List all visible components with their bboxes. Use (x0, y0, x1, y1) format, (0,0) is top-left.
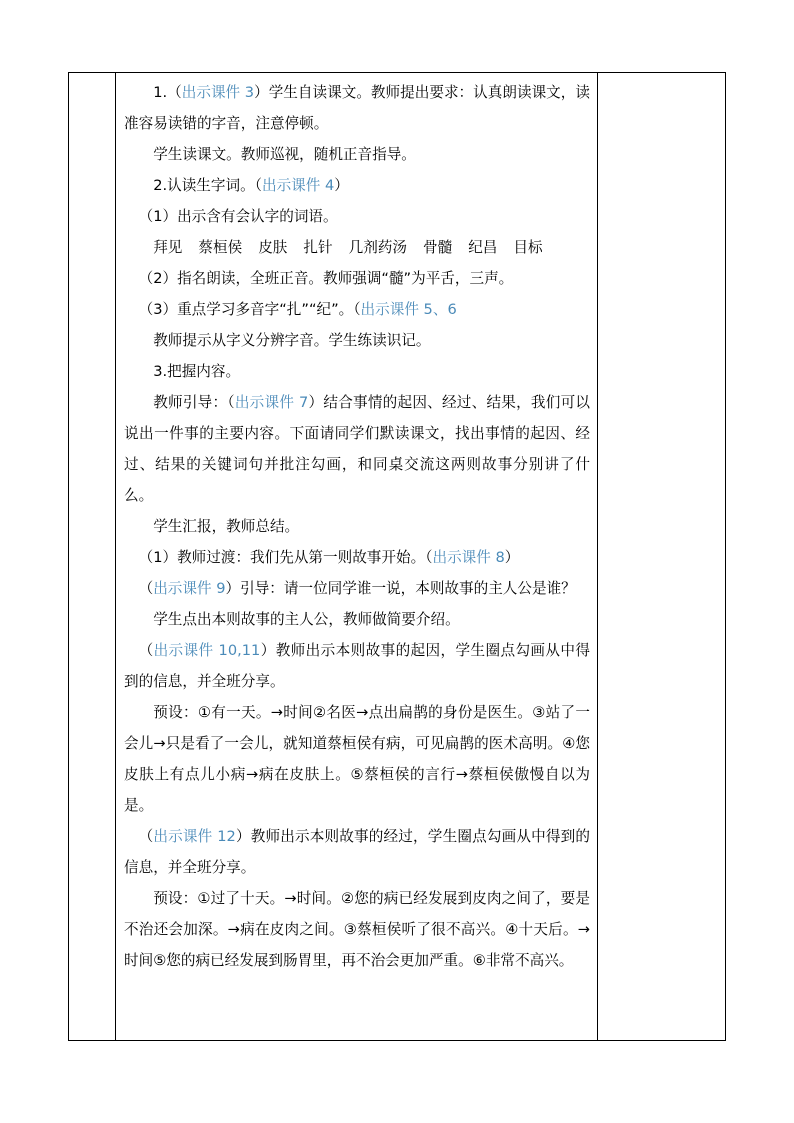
lesson-content-cell (116, 73, 597, 976)
vocab-word: 蔡桓侯 (198, 239, 243, 256)
paragraph-4: （1）出示含有会认字的词语。 (138, 208, 338, 225)
paragraph-8: 3.把握内容。 (153, 363, 241, 380)
vocab-word: 骨髓 (422, 239, 453, 256)
courseware-ref-9: 出示课件 9 (153, 580, 226, 597)
vocab-word: 几剂药汤 (348, 239, 407, 256)
vocab-list (124, 232, 590, 263)
paragraph-5: （2）指名朗读，全班正音。教师强调“髓”为平舌，三声。 (138, 270, 514, 287)
vocab-word: 纪昌 (468, 239, 498, 256)
table-column-divider-right (597, 73, 598, 1040)
paragraph-10: 学生汇报，教师总结。 (153, 518, 300, 535)
vocab-word: 扎针 (303, 239, 333, 256)
vocab-word: 目标 (513, 239, 543, 256)
courseware-ref-3: 出示课件 3 (181, 84, 255, 101)
courseware-ref-10-11: 出示课件 10,11 (153, 642, 261, 659)
paragraph-14: （出示课件 10,11）教师出示本则故事的起因，学生圈点勾画从中得到的信息，并全班分享。 (124, 642, 590, 690)
courseware-ref-4: 出示课件 4 (261, 177, 335, 194)
vocab-word: 皮肤 (258, 239, 288, 256)
paragraph-13: 学生点出本则故事的主人公，教师做简要介绍。 (153, 611, 460, 628)
paragraph-9: 教师引导：（出示课件 7）结合事情的起因、经过、结果，我们可以说出一件事的主要内容。下面请同学们默读课文，找出事情的起因、经过、结果的关键词句并批注勾画，和同桌交流这两则故事分别讲了什么。 (124, 394, 590, 504)
courseware-ref-8: 出示课件 8 (432, 549, 505, 566)
vocab-word: 拜见 (153, 239, 183, 256)
lesson-table (68, 72, 726, 1041)
paragraph-1: 1.（出示课件 3）学生自读课文。教师提出要求：认真朗读课文，读准容易读错的字音，注意停顿。 (124, 84, 590, 132)
paragraph-16: （出示课件 12）教师出示本则故事的经过，学生圈点勾画从中得到的信息，并全班分享。 (124, 828, 590, 876)
paragraph-12: （出示课件 9）引导：请一位同学谁一说，本则故事的主人公是谁？ (138, 580, 576, 597)
paragraph-11: （1）教师过渡：我们先从第一则故事开始。（出示课件 8） (138, 549, 520, 566)
paragraph-3: 2.认读生字词。（出示课件 4） (153, 177, 349, 194)
paragraph-6: （3）重点学习多音字“扎”“纪”。（出示课件 5、6 (138, 301, 457, 318)
paragraph-17: 预设：①过了十天。→时间。②您的病已经发展到皮肉之间了，要是不治还会加深。→病在皮肉之间。③蔡桓侯听了很不高兴。④十天后。→时间⑤您的病已经发展到肠胃里，再不治会更加严重。⑥非常不高兴。 (124, 890, 590, 969)
courseware-ref-7: 出示课件 7 (234, 394, 309, 411)
paragraph-7: 教师提示从字义分辨字音。学生练读识记。 (153, 332, 431, 349)
paragraph-15: 预设：①有一天。→时间②名医→点出扁鹊的身份是医生。③站了一会儿→只是看了一会儿，就知道蔡桓侯有病，可见扁鹊的医术高明。④您皮肤上有点儿小病→病在皮肤上。⑤蔡桓侯的言行→蔡桓侯傲慢自以为是。 (124, 704, 590, 814)
courseware-ref-12: 出示课件 12 (153, 828, 236, 845)
courseware-ref-5-6: 出示课件 5、6 (360, 301, 457, 318)
paragraph-2: 学生读课文。教师巡视，随机正音指导。 (153, 146, 416, 163)
